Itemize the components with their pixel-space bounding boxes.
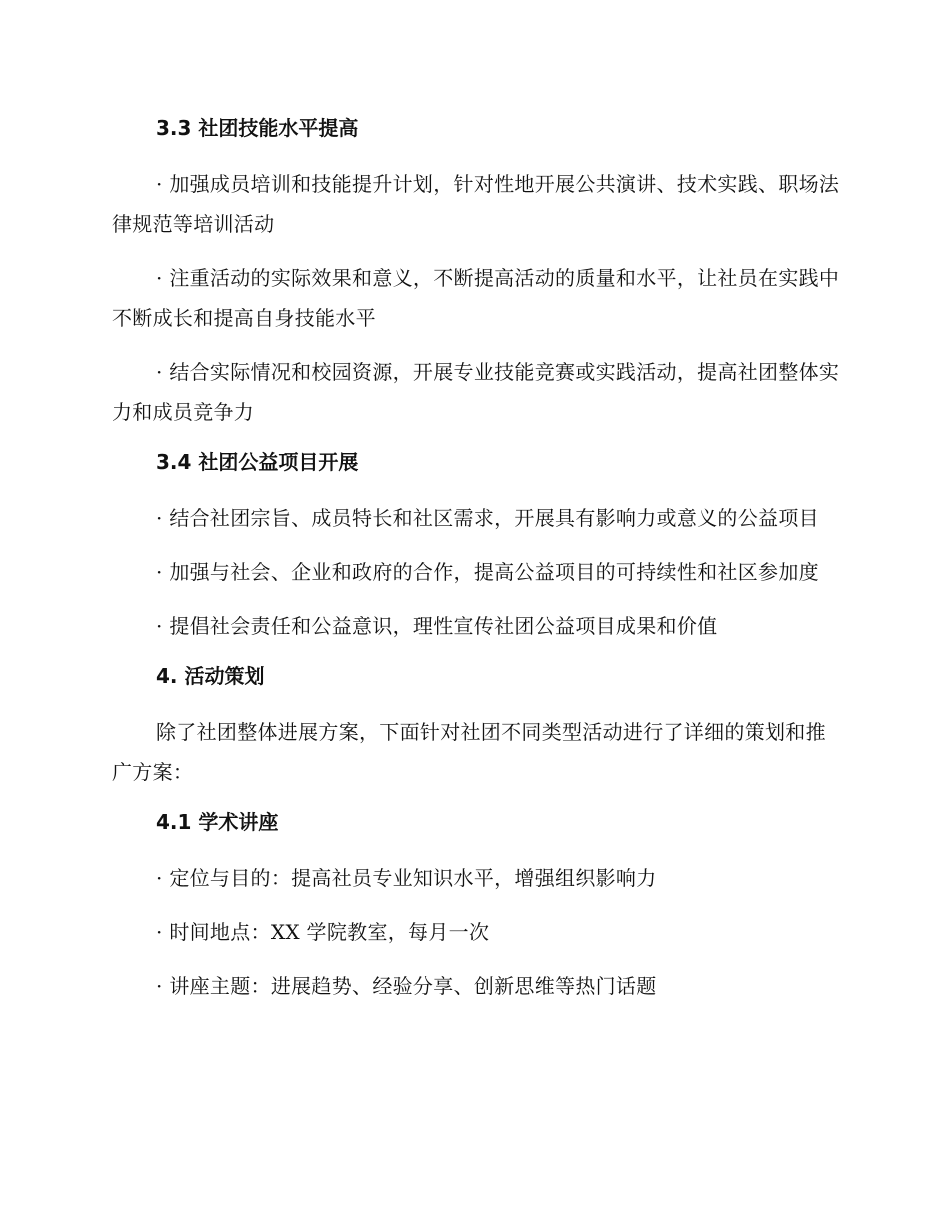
body-paragraph: 除了社团整体进展方案，下面针对社团不同类型活动进行了详细的策划和推广方案： xyxy=(112,720,826,784)
bullet-paragraph: · 结合社团宗旨、成员特长和社区需求，开展具有影响力或意义的公益项目 xyxy=(156,506,819,530)
bullet-paragraph: · 定位与目的：提高社员专业知识水平，增强组织影响力 xyxy=(156,866,657,890)
section-heading-4-1: 4.1 学术讲座 xyxy=(156,810,279,834)
bullet-paragraph: · 注重活动的实际效果和意义，不断提高活动的质量和水平，让社员在实践中不断成长和提高自身技能水平 xyxy=(112,266,840,330)
section-heading-3-4: 3.4 社团公益项目开展 xyxy=(156,450,359,474)
section-heading-4: 4. 活动策划 xyxy=(156,664,265,688)
bullet-paragraph: · 讲座主题：进展趋势、经验分享、创新思维等热门话题 xyxy=(156,974,657,998)
bullet-paragraph: · 加强与社会、企业和政府的合作，提高公益项目的可持续性和社区参加度 xyxy=(156,560,819,584)
section-heading-3-3: 3.3 社团技能水平提高 xyxy=(156,116,359,140)
bullet-paragraph: · 结合实际情况和校园资源，开展专业技能竞赛或实践活动，提高社团整体实力和成员竞争力 xyxy=(112,360,840,424)
bullet-paragraph: · 时间地点：XX 学院教室，每月一次 xyxy=(156,920,490,944)
bullet-paragraph: · 加强成员培训和技能提升计划，针对性地开展公共演讲、技术实践、职场法律规范等培训活动 xyxy=(112,172,840,236)
document-body xyxy=(112,112,842,1020)
bullet-paragraph: · 提倡社会责任和公益意识，理性宣传社团公益项目成果和价值 xyxy=(156,614,718,638)
